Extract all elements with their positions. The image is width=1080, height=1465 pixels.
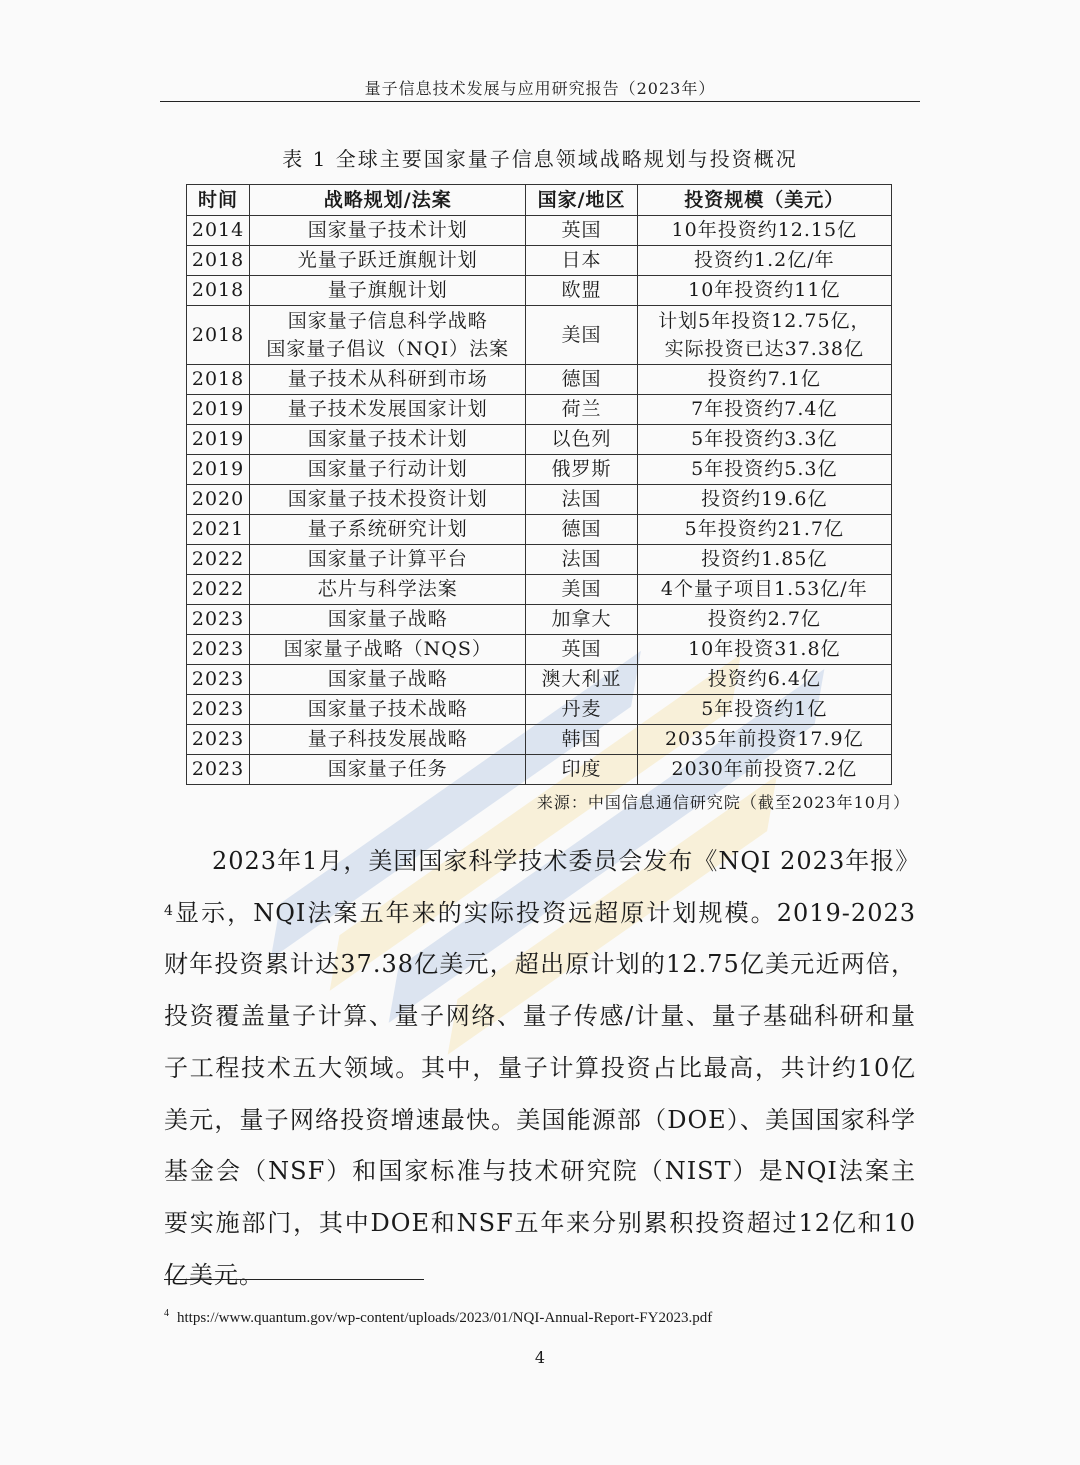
cell-investment: [637, 365, 891, 395]
table-row: [187, 216, 892, 246]
table-row: [187, 515, 892, 545]
cell-investment: [637, 395, 891, 425]
footnote-url[interactable]: https://www.quantum.gov/wp-content/uploads/2023/01/NQI-Annual-Report-FY2023.pdf: [177, 1310, 713, 1326]
cell-investment-line: 5年投资约1亿: [701, 698, 828, 720]
table-row: [187, 306, 892, 365]
cell-investment: [637, 246, 891, 276]
cell-year: 2018: [187, 306, 250, 365]
table-row: [187, 635, 892, 665]
cell-plan: [250, 755, 526, 785]
cell-plan-line: 国家量子信息科学战略: [287, 310, 488, 332]
cell-year: 2019: [187, 455, 250, 485]
cell-plan-line: 国家量子行动计划: [307, 458, 468, 480]
cell-year: 2023: [187, 665, 250, 695]
cell-investment: [637, 455, 891, 485]
cell-plan-line: 量子技术从科研到市场: [287, 368, 488, 390]
table-row: [187, 605, 892, 635]
cell-plan: [250, 725, 526, 755]
cell-country: 德国: [526, 515, 637, 545]
cell-year: 2018: [187, 365, 250, 395]
cell-plan-line: 量子旗舰计划: [327, 279, 448, 301]
cell-country: 德国: [526, 365, 637, 395]
cell-investment: [637, 306, 891, 365]
table-row: [187, 545, 892, 575]
cell-plan-line: 国家量子技术战略: [307, 698, 468, 720]
table-row: [187, 485, 892, 515]
cell-year: 2021: [187, 515, 250, 545]
table-row: [187, 575, 892, 605]
cell-country: 澳大利亚: [526, 665, 637, 695]
table-row: [187, 246, 892, 276]
cell-plan-line: 芯片与科学法案: [317, 578, 458, 600]
cell-year: 2023: [187, 635, 250, 665]
cell-investment-line: 计划5年投资12.75亿，: [658, 310, 871, 332]
column-header-investment: 投资规模（美元）: [637, 185, 891, 216]
cell-plan: [250, 545, 526, 575]
table-row: [187, 276, 892, 306]
cell-plan: [250, 485, 526, 515]
cell-plan-line: 国家量子战略（NQS）: [283, 638, 492, 660]
cell-investment: [637, 575, 891, 605]
cell-year: 2023: [187, 755, 250, 785]
cell-investment: [637, 216, 891, 246]
cell-investment-line: 投资约2.7亿: [707, 608, 821, 630]
cell-investment: [637, 695, 891, 725]
table-row: [187, 455, 892, 485]
cell-plan-line: 光量子跃迁旗舰计划: [297, 249, 478, 271]
cell-plan: [250, 575, 526, 605]
cell-investment: [637, 545, 891, 575]
cell-year: 2014: [187, 216, 250, 246]
cell-plan-line: 国家量子任务: [327, 758, 448, 780]
cell-country: 韩国: [526, 725, 637, 755]
cell-plan: [250, 635, 526, 665]
cell-plan: [250, 395, 526, 425]
cell-plan: [250, 246, 526, 276]
cell-country: 英国: [526, 216, 637, 246]
cell-investment: [637, 485, 891, 515]
cell-country: 欧盟: [526, 276, 637, 306]
table-source-note: 来源：中国信息通信研究院（截至2023年10月）: [536, 793, 910, 812]
cell-investment-line: 2030年前投资7.2亿: [671, 758, 858, 780]
cell-year: 2023: [187, 725, 250, 755]
table-row: [187, 425, 892, 455]
page-number: 4: [534, 1348, 546, 1367]
cell-year: 2020: [187, 485, 250, 515]
cell-investment-line: 7年投资约7.4亿: [691, 398, 838, 420]
cell-country: 美国: [526, 575, 637, 605]
cell-plan-line: 国家量子技术投资计划: [287, 488, 488, 510]
cell-year: 2022: [187, 575, 250, 605]
cell-plan: [250, 695, 526, 725]
cell-plan-line: 量子技术发展国家计划: [287, 398, 488, 420]
table-row: [187, 395, 892, 425]
cell-plan-line: 量子系统研究计划: [307, 518, 468, 540]
cell-investment-line: 4个量子项目1.53亿/年: [660, 578, 868, 600]
cell-investment: [637, 665, 891, 695]
cell-investment-line: 投资约19.6亿: [701, 488, 828, 510]
cell-plan-line: 国家量子计算平台: [307, 548, 468, 570]
cell-country: 英国: [526, 635, 637, 665]
cell-plan: [250, 216, 526, 246]
body-paragraph: [164, 836, 921, 1301]
cell-investment-line: 投资约1.85亿: [701, 548, 828, 570]
cell-country: 加拿大: [526, 605, 637, 635]
table-row: [187, 365, 892, 395]
cell-year: 2018: [187, 246, 250, 276]
cell-plan: [250, 515, 526, 545]
cell-investment-line: 10年投资约11亿: [688, 279, 841, 301]
cell-plan: [250, 665, 526, 695]
cell-year: 2018: [187, 276, 250, 306]
cell-investment-line: 实际投资已达37.38亿: [664, 338, 865, 360]
paragraph-text-part-2: 显示，NQI法案五年来的实际投资远超原计划规模。2019-2023财年投资累计达37.38亿美元，超出原计划的12.75亿美元近两倍，投资覆盖量子计算、量子网络、量子传感/计量、量子基础科研和量子工程技术五大领域。其中，量子计算投资占比最高，共计约10亿美元，量子网络投资增速最快。美国能源部（DOE）、美国国家科学基金会（NSF）和国家标准与技术研究院（NIST）是NQI法案主要实施部门，其中DOE和NSF五年来分别累积投资超过12亿和10亿美元。: [164, 898, 916, 1289]
cell-plan: [250, 365, 526, 395]
table-row: [187, 725, 892, 755]
strategy-investment-table: [186, 184, 892, 785]
cell-investment-line: 2035年前投资17.9亿: [664, 728, 864, 750]
cell-year: 2023: [187, 605, 250, 635]
cell-investment: [637, 425, 891, 455]
header-rule: [160, 101, 920, 102]
table-row: [187, 755, 892, 785]
table-caption: 表 1 全球主要国家量子信息领域战略规划与投资概况: [282, 147, 798, 171]
cell-plan: [250, 306, 526, 365]
cell-country: 以色列: [526, 425, 637, 455]
cell-plan: [250, 605, 526, 635]
paragraph-text-part-1: 2023年1月，美国国家科学技术委员会发布《NQI 2023年报》: [212, 847, 921, 875]
cell-plan-line: 国家量子技术计划: [307, 428, 468, 450]
footnote-rule: [164, 1279, 424, 1280]
cell-investment: [637, 635, 891, 665]
cell-year: 2023: [187, 695, 250, 725]
table-header-row: [187, 185, 892, 216]
column-header-plan: 战略规划/法案: [250, 185, 526, 216]
footnote: [164, 1308, 924, 1327]
cell-country: 法国: [526, 485, 637, 515]
cell-investment: [637, 755, 891, 785]
column-header-country: 国家/地区: [526, 185, 637, 216]
cell-plan: [250, 425, 526, 455]
cell-country: 法国: [526, 545, 637, 575]
cell-investment-line: 10年投资31.8亿: [688, 638, 841, 660]
cell-investment: [637, 276, 891, 306]
cell-year: 2022: [187, 545, 250, 575]
cell-investment-line: 10年投资约12.15亿: [671, 219, 858, 241]
cell-plan: [250, 276, 526, 306]
cell-plan-line: 国家量子战略: [327, 668, 448, 690]
footnote-reference[interactable]: 4: [164, 902, 174, 919]
cell-investment-line: 5年投资约5.3亿: [691, 458, 838, 480]
footnote-number: 4: [164, 1308, 169, 1319]
cell-year: 2019: [187, 425, 250, 455]
cell-investment: [637, 515, 891, 545]
cell-investment-line: 投资约6.4亿: [707, 668, 821, 690]
cell-investment-line: 5年投资约3.3亿: [691, 428, 838, 450]
cell-country: 美国: [526, 306, 637, 365]
cell-investment-line: 5年投资约21.7亿: [684, 518, 845, 540]
paragraph-nqi-report: [164, 836, 921, 1301]
cell-investment: [637, 725, 891, 755]
cell-investment-line: 投资约1.2亿/年: [694, 249, 835, 271]
table-row: [187, 695, 892, 725]
cell-plan-line: 量子科技发展战略: [307, 728, 468, 750]
cell-country: 俄罗斯: [526, 455, 637, 485]
table-row: [187, 665, 892, 695]
cell-investment-line: 投资约7.1亿: [707, 368, 821, 390]
cell-plan-line: 国家量子倡议（NQI）法案: [266, 338, 510, 360]
cell-country: 荷兰: [526, 395, 637, 425]
column-header-year: 时间: [187, 185, 250, 216]
cell-plan-line: 国家量子战略: [327, 608, 448, 630]
cell-country: 印度: [526, 755, 637, 785]
cell-country: 日本: [526, 246, 637, 276]
cell-year: 2019: [187, 395, 250, 425]
cell-plan-line: 国家量子技术计划: [307, 219, 468, 241]
table-body: [187, 216, 892, 785]
cell-investment: [637, 605, 891, 635]
cell-plan: [250, 455, 526, 485]
running-header: 量子信息技术发展与应用研究报告（2023年）: [364, 79, 716, 98]
cell-country: 丹麦: [526, 695, 637, 725]
